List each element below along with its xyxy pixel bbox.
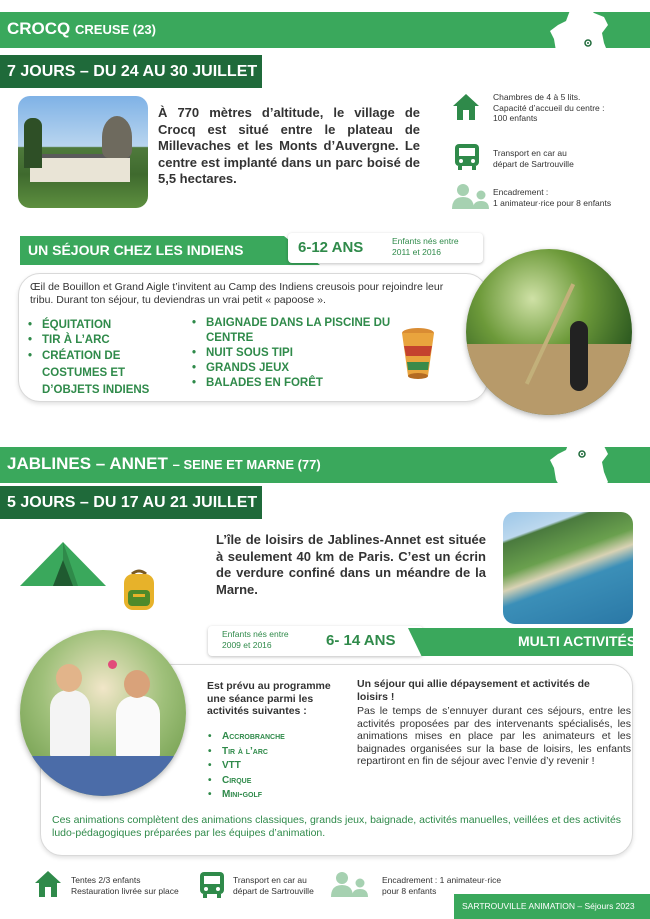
section1-activities-right (192, 316, 392, 391)
list-item: • NUIT SOUS TIPI (192, 346, 392, 361)
bus-icon (198, 870, 226, 900)
footer-text: SARTROUVILLE ANIMATION – Séjours 2023 (462, 901, 635, 911)
list-item: • TIR À L’ARC (28, 333, 184, 348)
section2-info-lodging: Tentes 2/3 enfants Restauration livrée sur place (71, 875, 179, 896)
list-item: • Accrobranche (208, 730, 338, 745)
drum-icon (398, 326, 438, 382)
section2-title (7, 454, 321, 474)
section2-program-title: Est prévu au programme une séance parmi les activités suivantes : (207, 680, 331, 717)
people-icon (451, 183, 491, 209)
section2-description: L’île de loisirs de Jablines-Annet est située à seulement 40 km de Paris. C’est un écrin de verdure confiné dans un méandre de la Marne. (216, 532, 486, 597)
section2-region: – SEINE ET MARNE (77) (172, 457, 321, 472)
section1-born: Enfants nés entre 2011 et 2016 (392, 236, 459, 257)
section1-place: CROCQ (7, 19, 71, 38)
list-item: • BAIGNADE DANS LA PISCINE DU CENTRE (192, 316, 392, 346)
tent-icon (18, 540, 108, 590)
bus-icon (453, 142, 481, 172)
section2-right-text: Pas le temps de s’ennuyer durant ces séjours, entre les activités proposées par des intervenants spécialisés, les animations mises en place par les animateurs et les baignades organisées sur la base de loisirs, les enfants repartiront en fin de séjour avec l’envie d’y revenir ! (357, 705, 631, 767)
section2-theme: MULTI ACTIVITÉS (518, 633, 637, 649)
section1-activities-left (28, 318, 184, 399)
list-item: • VTT (208, 759, 338, 774)
list-item: • ÉQUITATION (28, 318, 184, 333)
section2-dates-band (0, 486, 262, 519)
section1-info-rooms: Chambres de 4 à 5 lits. Capacité d’accueil du centre : 100 enfants (493, 92, 605, 123)
section1-dates-band (0, 55, 262, 88)
france-map-icon (548, 432, 612, 500)
section1-dates: 7 JOURS – DU 24 AU 30 JUILLET (7, 63, 258, 80)
section1-age: 6-12 ANS (298, 239, 364, 256)
section2-program-list (208, 730, 338, 803)
section1-intro: Œil de Bouillon et Grand Aigle t’invitent au Camp des Indiens creusois pour rejoindre leur tribu. Durant ton séjour, tu deviendras un vrai petit « papoose ». (30, 281, 444, 306)
section2-bottom-text: Ces animations complètent des animations classiques, grands jeux, baignade, activités manuelles, veillées et des activités ludo-pédagogiques préparées par les équipes d’animation. (52, 814, 622, 839)
list-item: • GRANDS JEUX (192, 361, 392, 376)
france-map-icon (548, 3, 612, 71)
list-item: • Mini-golf (208, 788, 338, 803)
list-item: • BALADES EN FORÊT (192, 376, 392, 391)
section1-house-photo (18, 96, 148, 208)
section1-info-staff: Encadrement : 1 animateur·rice pour 8 enfants (493, 187, 612, 208)
section1-info-transport: Transport en car au départ de Sartrouville (493, 148, 574, 169)
section1-theme: UN SÉJOUR CHEZ LES INDIENS (28, 242, 244, 258)
archery-photo (466, 249, 632, 415)
section1-description: À 770 mètres d’altitude, le village de Crocq est situé entre le plateau de Millevaches et les Monts d’Auvergne. Le centre est implanté dans un parc boisé de 5,5 hectares. (158, 105, 420, 186)
lake-photo (503, 512, 633, 624)
house-icon (33, 869, 63, 899)
list-item: • Cirque (208, 774, 338, 789)
section1-region: CREUSE (23) (75, 22, 156, 37)
section2-born: Enfants nés entre 2009 et 2016 (222, 629, 289, 650)
section2-right-title: Un séjour qui allie dépaysement et activités de loisirs ! (357, 678, 590, 703)
section2-info-transport: Transport en car au départ de Sartrouville (233, 875, 314, 896)
list-item: • Tir à l’arc (208, 745, 338, 760)
section2-dates: 5 JOURS – DU 17 AU 21 JUILLET (7, 494, 258, 511)
section2-place: JABLINES – ANNET (7, 454, 168, 473)
section2-age: 6- 14 ANS (326, 632, 396, 649)
list-item: • CRÉATION DE COSTUMES ET D’OBJETS INDIENS (28, 348, 184, 399)
people-icon (330, 871, 370, 897)
section2-info-staff: Encadrement : 1 animateur·rice pour 8 enfants (382, 875, 502, 896)
kids-photo (20, 630, 186, 796)
backpack-icon (118, 568, 160, 614)
section1-title (7, 19, 156, 39)
house-icon (451, 92, 481, 122)
